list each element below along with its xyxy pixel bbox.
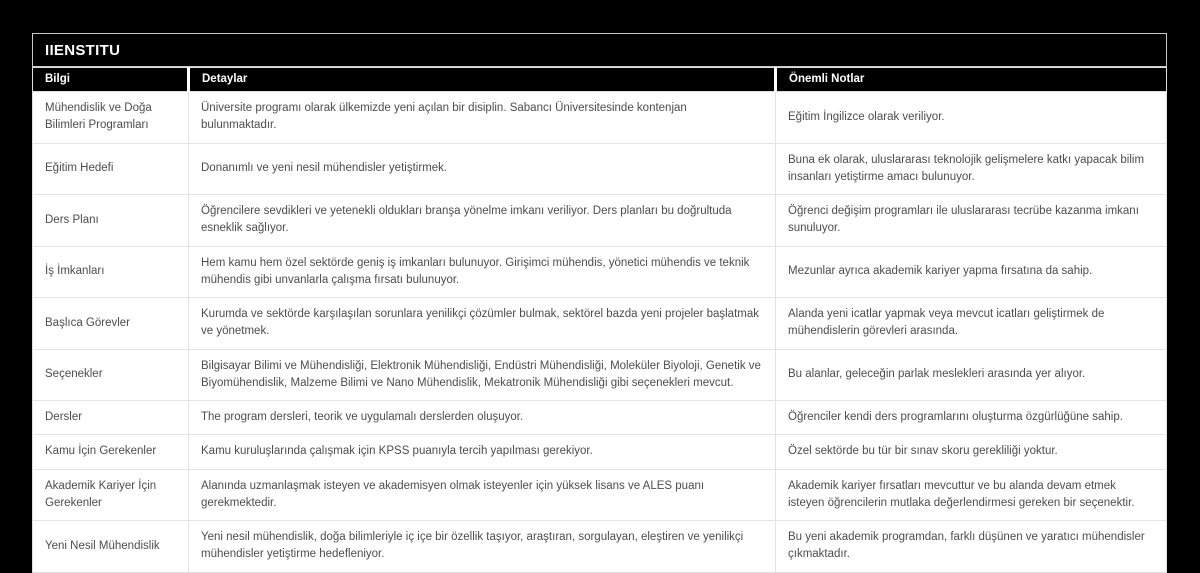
- cell-notlar: Alanda yeni icatlar yapmak veya mevcut icatları geliştirmek de mühendislerin görevleri arasında.: [776, 298, 1167, 350]
- cell-notlar: Akademik kariyer fırsatları mevcuttur ve bu alanda devam etmek isteyen öğrencilerin mutlaka değerlendirmesi gereken bir seçenektir.: [776, 469, 1167, 521]
- cell-detaylar: Donanımlı ve yeni nesil mühendisler yetiştirmek.: [189, 143, 776, 195]
- cell-detaylar: Kamu kuruluşlarında çalışmak için KPSS puanıyla tercih yapılması gerekiyor.: [189, 435, 776, 469]
- cell-notlar: Özel sektörde bu tür bir sınav skoru gerekliliği yoktur.: [776, 435, 1167, 469]
- cell-notlar: Mezunlar ayrıca akademik kariyer yapma fırsatına da sahip.: [776, 246, 1167, 298]
- cell-bilgi: Kamu İçin Gerekenler: [33, 435, 189, 469]
- cell-detaylar: Alanında uzmanlaşmak isteyen ve akademisyen olmak isteyenler için yüksek lisans ve ALES puanı gerekmektedir.: [189, 469, 776, 521]
- cell-notlar: Eğitim İngilizce olarak veriliyor.: [776, 92, 1167, 144]
- table-body: [33, 92, 1167, 573]
- column-header-detaylar: Detaylar: [189, 68, 776, 92]
- table-row: [33, 143, 1167, 195]
- table-row: [33, 401, 1167, 435]
- cell-bilgi: Akademik Kariyer İçin Gerekenler: [33, 469, 189, 521]
- info-table: [32, 67, 1167, 573]
- content-card: [32, 33, 1167, 573]
- table-row: [33, 349, 1167, 401]
- cell-bilgi: Mühendislik ve Doğa Bilimleri Programları: [33, 92, 189, 144]
- table-header: [33, 68, 1167, 92]
- cell-detaylar: Bilgisayar Bilimi ve Mühendisliği, Elektronik Mühendisliği, Endüstri Mühendisliği, Moleküler Biyoloji, Genetik ve Biyomühendislik, Malzeme Bilimi ve Nano Mühendislik, Mekatronik Mühendisliği gibi seçenekleri mevcut.: [189, 349, 776, 401]
- cell-notlar: Buna ek olarak, uluslararası teknolojik gelişmelere katkı yapacak bilim insanları yetiştirme amacı bulunuyor.: [776, 143, 1167, 195]
- column-header-onemli-notlar: Önemli Notlar: [776, 68, 1167, 92]
- cell-notlar: Bu yeni akademik programdan, farklı düşünen ve yaratıcı mühendisler çıkmaktadır.: [776, 521, 1167, 573]
- cell-bilgi: Yeni Nesil Mühendislik: [45, 539, 160, 552]
- cell-detaylar: The program dersleri, teorik ve uygulamalı derslerden oluşuyor.: [189, 401, 776, 435]
- cell-detaylar: Öğrencilere sevdikleri ve yetenekli oldukları branşa yönelme imkanı veriliyor. Ders planları bu doğrultuda esneklik sağlıyor.: [189, 195, 776, 247]
- column-header-bilgi: Bilgi: [33, 68, 189, 92]
- app-title: IIENSTITU: [32, 33, 1167, 67]
- cell-bilgi: İş İmkanları: [33, 246, 189, 298]
- table-row: [33, 195, 1167, 247]
- cell-bilgi: Seçenekler: [33, 349, 189, 401]
- cell-notlar: Öğrenci değişim programları ile uluslararası tecrübe kazanma imkanı sunuluyor.: [776, 195, 1167, 247]
- cell-bilgi: Eğitim Hedefi: [33, 143, 189, 195]
- cell-bilgi: Ders Planı: [33, 195, 189, 247]
- table-row: [33, 469, 1167, 521]
- cell-notlar: Bu alanlar, geleceğin parlak meslekleri arasında yer alıyor.: [776, 349, 1167, 401]
- table-row: [33, 246, 1167, 298]
- table-row: [33, 435, 1167, 469]
- table-row: [33, 521, 1167, 573]
- cell-bilgi: Dersler: [33, 401, 189, 435]
- cell-bilgi: Başlıca Görevler: [33, 298, 189, 350]
- cell-detaylar: Üniversite programı olarak ülkemizde yeni açılan bir disiplin. Sabancı Üniversitesinde kontenjan bulunmaktadır.: [189, 92, 776, 144]
- cell-detaylar: Kurumda ve sektörde karşılaşılan sorunlara yenilikçi çözümler bulmak, sektörel bazda yeni projeler başlatmak ve yönetmek.: [189, 298, 776, 350]
- header-row: [33, 68, 1167, 92]
- cell-detaylar: Hem kamu hem özel sektörde geniş iş imkanları bulunuyor. Girişimci mühendis, yönetici mühendis ve teknik mühendis gibi unvanlarla çalışma fırsatı bulunuyor.: [189, 246, 776, 298]
- table-row: [33, 92, 1167, 144]
- table-row: [33, 298, 1167, 350]
- cell-detaylar: Yeni nesil mühendislik, doğa bilimleriyle iç içe bir özellik taşıyor, araştıran, sorgulayan, eleştiren ve yenilikçi mühendisler yetiştirme hedefleniyor.: [189, 521, 776, 573]
- cell-notlar: Öğrenciler kendi ders programlarını oluşturma özgürlüğüne sahip.: [776, 401, 1167, 435]
